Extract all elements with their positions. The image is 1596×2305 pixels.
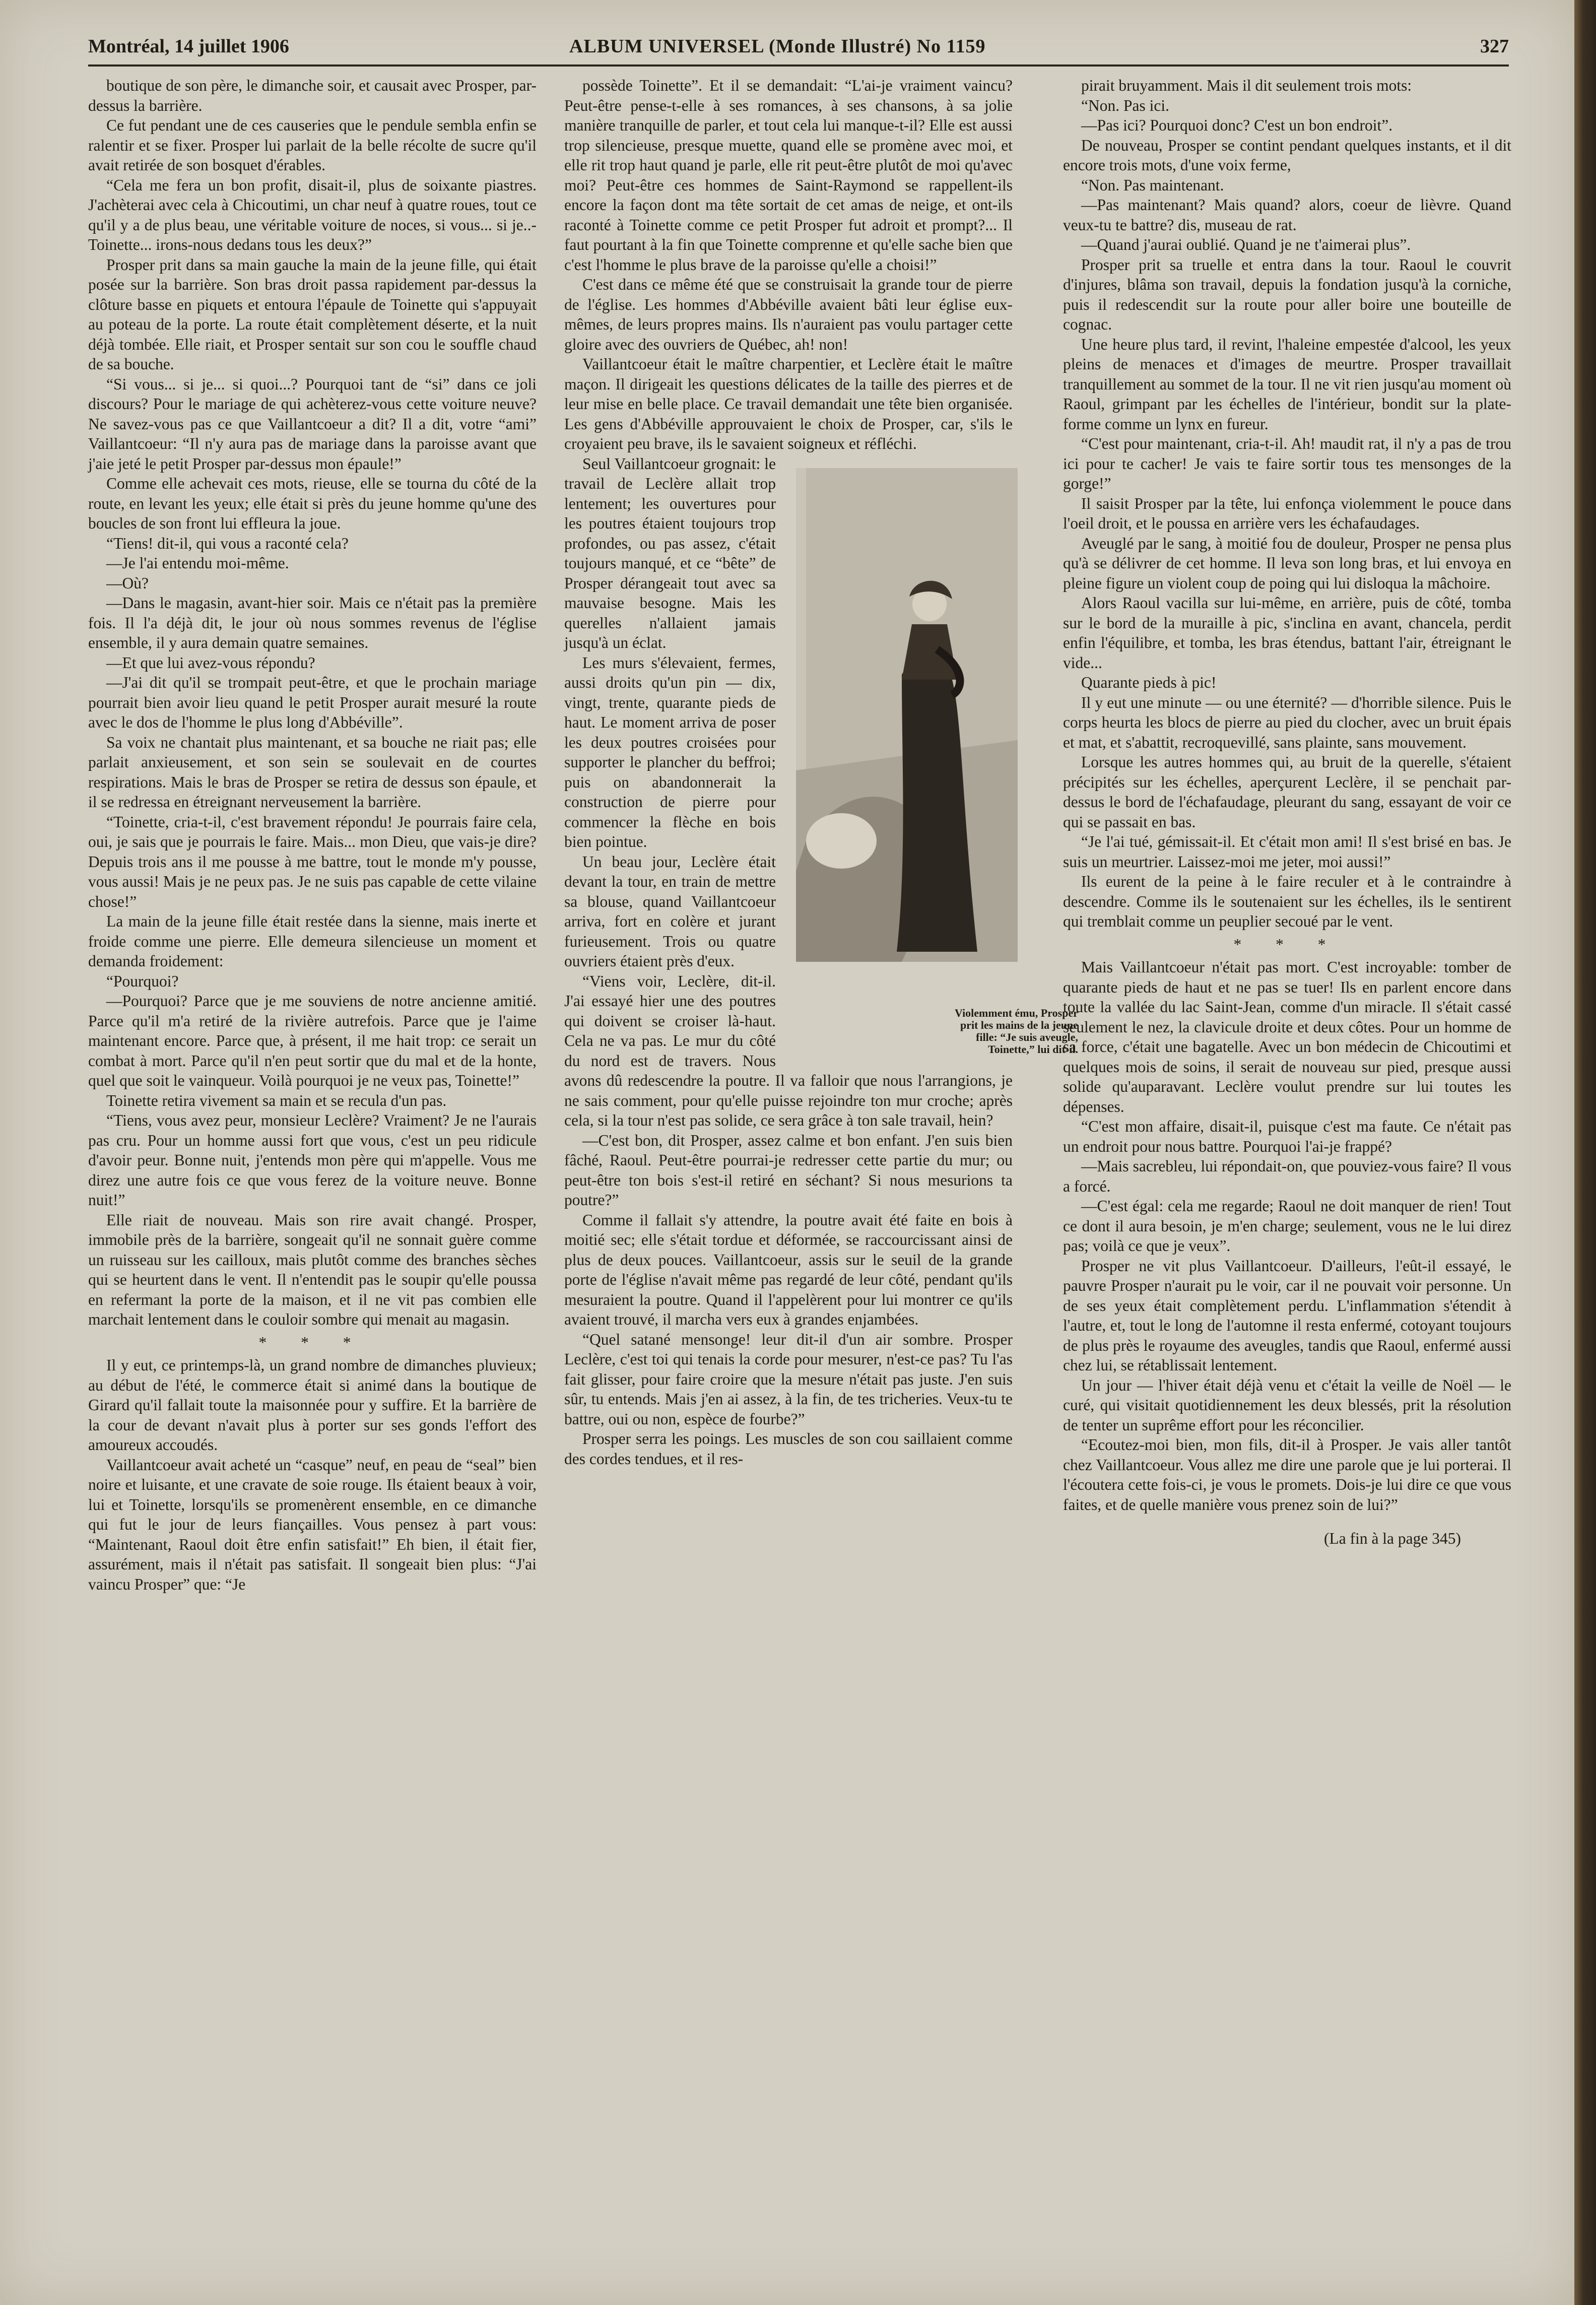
paragraph: Ce fut pendant une de ces causeries que le pendule sembla enfin se ralentir et se fixer. Prosper lui parlait de la belle récolte de sucre qu'il avait retirée de son bosquet d'érables. bbox=[88, 116, 537, 174]
paragraph: “C'est mon affaire, disait-il, puisque c'est ma faute. Ce n'était pas un endroit pour nous battre. Pourquoi l'ai-je frappé? bbox=[1063, 1117, 1511, 1155]
header-date: Montréal, 14 juillet 1906 bbox=[88, 36, 289, 57]
section-break: * * * bbox=[1233, 935, 1341, 953]
paragraph: —C'est égal: cela me regarde; Raoul ne doit manquer de rien! Tout ce dont il aura besoin, je m'en charge; seulement, vous ne le lui direz pas; voilà ce que je veux”. bbox=[1063, 1197, 1511, 1255]
paragraph: Comme il fallait s'y attendre, la poutre avait été faite en bois à moitié sec; elle s'était tordue et déformée, se raccourcissant ainsi de plus de deux pouces. Vaillantcoeur, assis sur le seuil de la grande porte de l'église n'avait même pas regardé de leur côté, pendant qu'ils mesuraient la poutre. Quand il l'appelèrent pour lui montrer ce qu'ils avaient trouvé, il marcha vers eux à grandes enjambées. bbox=[564, 1211, 1013, 1328]
paragraph: Prosper prit sa truelle et entra dans la tour. Raoul le couvrit d'injures, blâma son travail, depuis la fondation jusqu'à la corniche, puis il redescendit sur la route pour aller boire une bouteille de cognac. bbox=[1063, 255, 1511, 333]
paragraph: Prosper serra les poings. Les muscles de son cou saillaient comme des cordes tendues, et il res- bbox=[564, 1430, 1013, 1468]
paragraph: Alors Raoul vacilla sur lui-même, en arrière, puis de côté, tomba sur le bord de la muraille à pic, s'inclina en avant, chancela, perdit enfin l'équilibre, et tomba, les bras étendus, battant l'air, étreignant le vide... bbox=[1063, 594, 1511, 672]
paragraph: “Quel satané mensonge! leur dit-il d'un air sombre. Prosper Leclère, c'est toi qui tenais la corde pour mesurer, n'est-ce pas? Tu l'as fait glisser, pour faire croire que la mesure n'était pas juste. J'en suis sûr, tu entends. Mais j'en ai assez, à la fin, de tes tricheries. Veux-tu te battre, oui ou non, espèce de fourbe?” bbox=[564, 1330, 1013, 1428]
paragraph: —Pas ici? Pourquoi donc? C'est un bon endroit”. bbox=[1081, 116, 1393, 134]
paragraph: “Pourquoi? bbox=[106, 972, 179, 990]
book-binding-edge bbox=[1574, 0, 1596, 2305]
illustration-caption: Violemment ému, Prosper prit les mains de la jeune fille: “Je suis aveugle, Toinette,” lui dit-il. bbox=[955, 1006, 1078, 1056]
paragraph: C'est dans ce même été que se construisait la grande tour de pierre de l'église. Les hommes d'Abbéville avaient bâti leur église eux-mêmes, de leurs propres mains. Ils n'auraient pas voulu partager cette gloire avec des ouvriers de Québec, ah! non! bbox=[564, 276, 1013, 353]
paragraph: Prosper ne vit plus Vaillantcoeur. D'ailleurs, l'eût-il essayé, le pauvre Prosper n'aurait pu le voir, car il ne pouvait voir personne. Un de ses yeux était complètement perdu. L'inflammation s'étendit à l'autre, et, tout le long de l'automne il resta enfermé, cotoyant toujours de plus près le royaume des aveugles, tandis que Raoul, enfermé aussi chez lui, se rétablissait lentement. bbox=[1063, 1257, 1511, 1374]
paragraph: “Tiens! dit-il, qui vous a raconté cela? bbox=[106, 534, 349, 552]
paragraph: “Cela me fera un bon profit, disait-il, plus de soixante piastres. J'achèterai avec cela à Chicoutimi, un char neuf à quatre roues, tout ce qu'il y a de plus beau, une véritable voiture de noces, si vous... si je..- Toinette... irons-nous dedans tous les deux?” bbox=[88, 176, 537, 253]
paragraph: —Pas maintenant? Mais quand? alors, coeur de lièvre. Quand veux-tu te battre? dis, museau de rat. bbox=[1063, 196, 1511, 234]
paragraph: Une heure plus tard, il revint, l'haleine empestée d'alcool, les yeux pleins de menaces et d'images de meurtre. Prosper travaillait tranquillement au sommet de la tour. Il ne vit rien jusqu'au moment où Raoul, grimpant par les échelles de l'intérieur, bondit sur la plate-forme comme un lynx en fureur. bbox=[1063, 335, 1511, 433]
illustration bbox=[786, 458, 1078, 1058]
paragraph: Seul Vaillantcoeur grognait: le travail de Leclère allait trop lentement; les ouvertures pour les poutres étaient toujours trop profondes, ou pas assez, c'était toujours manqué, et ce “bête” de Prosper dérangeait tout avec sa mauvaise besogne. Mais les querelles n'allaient jamais jusqu'à un éclat. bbox=[564, 454, 776, 651]
paragraph: possède Toinette”. Et il se demandait: “L'ai-je vraiment vaincu? Peut-être pense-t-elle à ses romances, à ses chansons, à sa jolie manière tranquille de parler, et tout cela lui manque-t-il? Elle est aussi trop silencieuse, presque muette, quand elle se promène avec moi, et elle rit trop haut quand je parle, elle rit peut-être plutôt de moi qu'avec moi? Peut-être ces hommes de Saint-Raymond se rappellent-ils encore la façon dont ma tête sortait de cet amas de neige, et ont-ils raconté à Toinette comme ce petit Prosper fut adroit et prompt?... Il faut pourtant à la fin que Toinette comprenne et qu'elle sache bien que c'est l'homme le plus brave de la paroisse qu'elle a choisi!” bbox=[564, 77, 1013, 274]
paragraph: “Tiens, vous avez peur, monsieur Leclère? Vraiment? Je ne l'aurais pas cru. Pour un homme aussi fort que vous, c'est un peu ridicule d'avoir peur. Bonne nuit, j'entends mon père qui m'appelle. Vous me direz une autre fois ce que vous ferez de la voiture neuve. Bonne nuit!” bbox=[88, 1111, 537, 1209]
paragraph: Sa voix ne chantait plus maintenant, et sa bouche ne riait pas; elle parlait anxieusement, et son sein se soulevait en de courtes respirations. Mais le bras de Prosper se retira de dessus son épaule, et il se redressa en étreignant nerveusement la barrière. bbox=[88, 733, 537, 811]
fur-hat bbox=[806, 813, 877, 869]
section-break: * * * bbox=[258, 1333, 366, 1351]
text-column-1 bbox=[88, 76, 537, 1594]
text-column-3 bbox=[1063, 76, 1511, 1549]
illustration-engraving bbox=[786, 458, 1023, 1058]
paragraph: Il y eut, ce printemps-là, un grand nombre de dimanches pluvieux; au début de l'été, le commerce était si animé dans la boutique de Girard qu'il fallait toute la maisonnée pour y suffire. Et la barrière de la cour de devant n'avait plus à porter sur ses gonds l'effort des amoureux accoudés. bbox=[88, 1356, 537, 1454]
continuation-note: (La fin à la page 345) bbox=[1324, 1530, 1461, 1547]
paragraph: “Toinette, cria-t-il, c'est bravement répondu! Je pourrais faire cela, oui, je sais que je pourrais le faire. Mais... mon Dieu, que vais-je dire? Depuis trois ans il me pousse à me battre, tout le monde m'y pousse, vous aussi! Mais je ne peux pas. Je ne suis pas capable de cette vilaine chose!” bbox=[88, 813, 537, 910]
paragraph: “Non. Pas ici. bbox=[1081, 96, 1169, 114]
paragraph: Il y eut une minute — ou une éternité? — d'horrible silence. Puis le corps heurta les blocs de pierre au pied du clocher, avec un bruit épais et mat, et s'abattit, recroquevillé, sans plainte, sans mouvement. bbox=[1063, 693, 1511, 751]
paragraph: Les murs s'élevaient, fermes, aussi droits qu'un pin — dix, vingt, trente, quarante pieds de haut. Le moment arriva de poser les deux poutres croisées pour supporter le plancher du beffroi; puis on abandonnerait la construction de pierre pour commencer la flèche en bois bien pointue. bbox=[564, 653, 776, 850]
paragraph: “Ecoutez-moi bien, mon fils, dit-il à Prosper. Je vais aller tantôt chez Vaillantcoeur. Vous allez me dire une parole que je lui porterai. Il l'écoutera cette fois-ci, je vous le promets. Dois-je lui dire ce que vous faites, et de quelle manière vous prenez soin de lui?” bbox=[1063, 1436, 1511, 1513]
header-publication: ALBUM UNIVERSEL (Monde Illustré) No 1159 bbox=[569, 36, 986, 57]
paragraph: Mais Vaillantcoeur n'était pas mort. C'est incroyable: tomber de quarante pieds de haut et ne pas se tuer! Ils en parlent encore dans toute la vallée du lac Saint-Jean, comme d'un miracle. Il s'était cassé seulement le nez, la clavicule droite et deux côtes. Pour un homme de sa force, c'était une bagatelle. Avec un bon médecin de Chicoutimi et quelques mois de soins, il serait de nouveau sur pied, presque aussi solide qu'auparavant. Leclère voulut prendre sur lui toutes les dépenses. bbox=[1063, 958, 1511, 1115]
paragraph: De nouveau, Prosper se contint pendant quelques instants, et il dit encore trois mots, d'une voix ferme, bbox=[1063, 136, 1511, 174]
text-column-2 bbox=[564, 76, 1078, 1469]
paragraph: Un jour — l'hiver était déjà venu et c'était la veille de Noël — le curé, qui visitait quotidiennement les deux blessés, prit la résolution de tenter un suprême effort pour les réconcilier. bbox=[1063, 1376, 1511, 1434]
paragraph: —Pourquoi? Parce que je me souviens de notre ancienne amitié. Parce qu'il m'a retiré de la rivière autrefois. Parce que je l'aime maintenant encore. Parce que, à présent, il me hait trop: ce serait un combat à mort. Parce qu'il n'en peut sortir que du mal et de la honte, quel que soit le vainqueur. Voilà pourquoi je ne veux pas, Toinette!” bbox=[88, 992, 537, 1089]
paragraph: Il saisit Prosper par la tête, lui enfonça violemment le pouce dans l'oeil droit, et le poussa en arrière vers les échafaudages. bbox=[1063, 494, 1511, 532]
paragraph: Lorsque les autres hommes qui, au bruit de la querelle, s'étaient précipités sur les échelles, aperçurent Leclère, il se penchait par-dessus le bord de l'échafaudage, pleurant du sang, essayant de voir ce qui se passait en bas. bbox=[1063, 753, 1511, 831]
header-rule bbox=[88, 64, 1509, 67]
header-page-number: 327 bbox=[1480, 36, 1509, 57]
paragraph: Comme elle achevait ces mots, rieuse, elle se tourna du côté de la route, en levant les yeux; elle était si près du jeune homme qu'une des boucles de son front lui effleura la joue. bbox=[88, 475, 537, 532]
paragraph: —Et que lui avez-vous répondu? bbox=[106, 653, 315, 672]
paragraph: Vaillantcoeur avait acheté un “casque” neuf, en peau de “seal” bien noire et luisante, et une cravate de soie rouge. Ils étaient beaux à voir, lui et Toinette, lorsqu'ils se promenèrent ensemble, en ce dimanche qui fut le jour de leurs fiançailles. Vous pensez à part vous: “Maintenant, Raoul doit être enfin satisfait!” Eh bien, il était fier, assurément, mais il n'était pas satisfait. Il songeait bien plus: “J'ai vaincu Prosper” que: “Je bbox=[88, 1456, 537, 1593]
paragraph: —Quand j'aurai oublié. Quand je ne t'aimerai plus”. bbox=[1081, 236, 1411, 253]
paragraph: “Je l'ai tué, gémissait-il. Et c'était mon ami! Il s'est brisé en bas. Je suis un meurtrier. Laissez-moi me jeter, moi aussi!” bbox=[1063, 833, 1511, 871]
paragraph: Vaillantcoeur était le maître charpentier, et Leclère était le maître maçon. Il dirigeait les questions délicates de la taille des pierres et de leur mise en belle place. Ce travail demandait une tête bien organisée. Les gens d'Abbéville approuvaient le choix de Prosper, car, s'ils le croyaient peu brave, ils le savaient soigneux et réfléchi. bbox=[564, 355, 1013, 452]
paragraph: “C'est pour maintenant, cria-t-il. Ah! maudit rat, il n'y a pas de trou ici pour te cacher! Je vais te faire sortir tous tes mensonges de la gorge!” bbox=[1063, 435, 1511, 492]
paragraph: Aveuglé par le sang, à moitié fou de douleur, Prosper ne pensa plus qu'à se délivrer de cet homme. Il leva son long bras, et lui envoya en pleine figure un violent coup de poing qui lui disloqua la mâchoire. bbox=[1063, 534, 1511, 592]
paragraph: Toinette retira vivement sa main et se recula d'un pas. bbox=[106, 1091, 447, 1109]
paragraph: —J'ai dit qu'il se trompait peut-être, et que le prochain mariage pourrait bien avoir lieu quand le petit Prosper aurait mesuré la route avec le dos de l'homme le plus long d'Abbéville”. bbox=[88, 674, 537, 731]
paragraph: Elle riait de nouveau. Mais son rire avait changé. Prosper, immobile près de la barrière, songeait qu'il ne sonnait guère comme un ruisseau sur les cailloux, mais plutôt comme des branches sèches qui se heurtent dans le vent. Il n'entendit pas le soupir qu'elle poussa en refermant la porte de la maison, et il ne vit pas combien elle marchait lentement dans le couloir sombre qui menait au magasin. bbox=[88, 1211, 537, 1328]
paragraph: “Non. Pas maintenant. bbox=[1081, 176, 1224, 194]
paragraph: Ils eurent de la peine à le faire reculer et à le contraindre à descendre. Comme ils le soutenaient sur les échelles, ils le sentirent qui tremblait comme un peuplier secoué par le vent. bbox=[1063, 873, 1511, 930]
paragraph: Un beau jour, Leclère était devant la tour, en train de mettre sa blouse, quand Vaillantcoeur arriva, fort en colère et jurant furieusement. Trois ou quatre ouvriers étaient près d'eux. bbox=[564, 852, 776, 970]
paragraph: boutique de son père, le dimanche soir, et causait avec Prosper, par-dessus la barrière. bbox=[88, 77, 537, 114]
paragraph: —Je l'ai entendu moi-même. bbox=[106, 554, 289, 572]
paragraph: “Viens voir, Leclère, dit-il. J'ai essayé hier une des poutres qui doivent se croiser là-haut. Cela ne va pas. Le mur du côté du nord est de travers. Nous avons dû redescendre la poutre. Il va falloir que nous l'arrangions, je ne sais comment, pour qu'elle puisse rejoindre ton mur croche; après cela, si la tour n'est pas solide, ce sera grâce à ton sale travail, hein? bbox=[564, 972, 1013, 1129]
page-header bbox=[88, 31, 1509, 61]
paragraph: —Où? bbox=[106, 574, 149, 592]
paragraph: —Dans le magasin, avant-hier soir. Mais ce n'était pas la première fois. Il l'a déjà dit, le jour où nous sommes revenus de l'église ensemble, il y aura demain quatre semaines. bbox=[88, 594, 537, 651]
paragraph: La main de la jeune fille était restée dans la sienne, mais inerte et froide comme une pierre. Elle demeura silencieuse un moment et demanda froidement: bbox=[88, 912, 537, 970]
paragraph: “Si vous... si je... si quoi...? Pourquoi tant de “si” dans ce joli discours? Pour le mariage de qui achèterez-vous cette voiture neuve? Ne savez-vous pas ce que Vaillantcoeur a dit? Il a dit, votre “ami” Vaillantcoeur: “Il n'y aura pas de mariage dans la paroisse avant que j'aie jeté le petit Prosper par-dessus mon épaule!” bbox=[88, 375, 537, 473]
paragraph: Prosper prit dans sa main gauche la main de la jeune fille, qui était posée sur la barrière. Son bras droit passa rapidement par-dessus la clôture basse en piquets et entoura l'épaule de Toinette qui s'appuyait au poteau de la porte. La route était complètement déserte, et la nuit déjà tombée. Elle riait, et Prosper sentait sur son cou le souffle chaud de sa bouche. bbox=[88, 255, 537, 373]
paragraph: —C'est bon, dit Prosper, assez calme et bon enfant. J'en suis bien fâché, Raoul. Peut-être pourrai-je redresser cette partie du mur; ou peut-être ton bois s'est-il retiré en séchant? Si nous mesurions ta poutre?” bbox=[564, 1131, 1013, 1209]
paragraph: Quarante pieds à pic! bbox=[1081, 674, 1217, 691]
paragraph: —Mais sacrebleu, lui répondait-on, que pouviez-vous faire? Il vous a forcé. bbox=[1063, 1157, 1511, 1195]
paragraph: pirait bruyamment. Mais il dit seulement trois mots: bbox=[1081, 77, 1412, 94]
